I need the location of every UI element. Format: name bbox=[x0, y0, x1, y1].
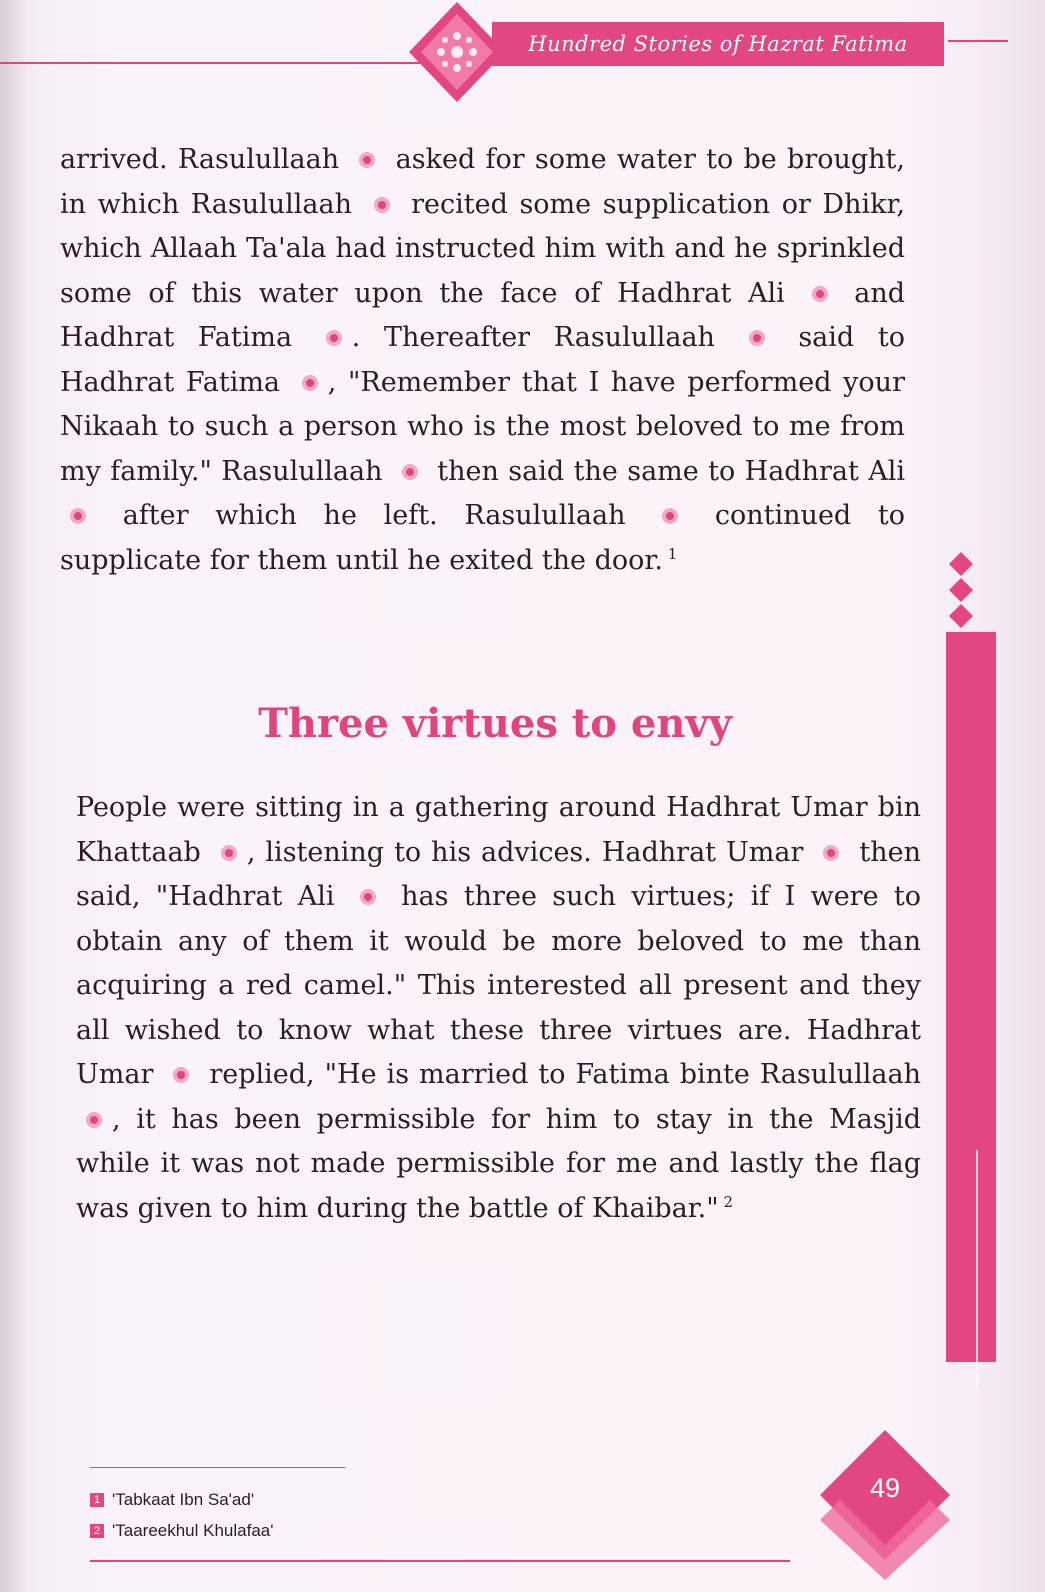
footnote-number: 1 bbox=[90, 1493, 104, 1507]
footnote-item bbox=[90, 1515, 274, 1546]
passage-1-text-segment: , "Remember that I have performed your Nikaah to such a person who is the most beloved to me from my family." Rasulullaah bbox=[60, 366, 905, 487]
header-rule-left bbox=[0, 62, 420, 64]
diamond-stack-icon bbox=[947, 552, 975, 632]
passage-2-text-segment: then said, "Hadhrat Ali bbox=[76, 836, 921, 912]
passage-1-text-segment: arrived. Rasulullaah bbox=[60, 144, 350, 175]
footnote-rule bbox=[90, 1467, 345, 1468]
page-number: 49 bbox=[869, 1473, 901, 1503]
honorific-rosette-icon bbox=[400, 462, 420, 482]
passage-2-text-segment: , listening to his advices. Hadhrat Umar bbox=[246, 836, 814, 868]
side-decorative-bar bbox=[946, 632, 996, 1362]
section-heading: Three virtues to envy bbox=[258, 700, 732, 747]
passage-1-paragraph bbox=[60, 138, 905, 583]
honorific-rosette-icon bbox=[358, 887, 378, 907]
page-number-diamond bbox=[800, 1430, 970, 1580]
book-spine-shadow bbox=[0, 0, 28, 1592]
book-title: Hundred Stories of Hazrat Fatima bbox=[528, 32, 908, 56]
footnote-reference: 1 bbox=[662, 544, 678, 563]
honorific-rosette-icon bbox=[372, 195, 392, 215]
passage-continued bbox=[60, 138, 905, 583]
passage-2-text-segment: People were sitting in a gathering around Hadhrat Umar bin Khattaab bbox=[76, 792, 921, 868]
footnotes bbox=[90, 1484, 274, 1546]
honorific-rosette-icon bbox=[68, 506, 88, 526]
footnote-text: 'Taareekhul Khulafaa' bbox=[112, 1520, 274, 1540]
passage-1-text-segment: recited some supplication or Dhikr, which Allaah Ta'ala had instructed him with and he sprinkled some of this water upon the face of Hadhrat Ali bbox=[60, 188, 905, 309]
header-rule-right bbox=[948, 40, 1008, 42]
honorific-rosette-icon bbox=[84, 1110, 104, 1130]
passage-1-text-segment: said to Hadhrat Fatima bbox=[60, 322, 905, 398]
passage-1-text-segment: and Hadhrat Fatima bbox=[60, 277, 906, 353]
passage-2-text-segment: , it has been permissible for him to stay in the Masjid while it was not made permissible for me and lastly the flag was given to him during the battle of Khaibar." bbox=[76, 1103, 921, 1224]
footnote-reference: 2 bbox=[718, 1192, 733, 1211]
honorific-rosette-icon bbox=[171, 1065, 191, 1085]
running-header bbox=[492, 22, 944, 66]
side-bar-highlight bbox=[976, 1150, 978, 1390]
passage-1-text-segment: after which he left. Rasulullaah bbox=[96, 500, 653, 531]
passage-1-text-segment: asked for some water to be brought, in which Rasulullaah bbox=[60, 144, 905, 220]
footnote-item bbox=[90, 1484, 274, 1515]
honorific-rosette-icon bbox=[810, 284, 830, 304]
honorific-rosette-icon bbox=[821, 843, 841, 863]
footnote-number: 2 bbox=[90, 1524, 104, 1538]
passage-2-text-segment: replied, "He is married to Fatima binte Rasulullaah bbox=[199, 1059, 921, 1090]
honorific-rosette-icon bbox=[747, 328, 767, 348]
passage-three-virtues bbox=[76, 786, 921, 1231]
honorific-rosette-icon bbox=[324, 328, 344, 348]
passage-2-paragraph bbox=[76, 786, 921, 1231]
honorific-rosette-icon bbox=[660, 506, 680, 526]
bottom-rule bbox=[90, 1560, 790, 1562]
passage-2-text-segment: has three such virtues; if I were to obtain any of them it would be more beloved to me than acquiring a red camel." This interested all present and they all wished to know what these three virtues are. Hadhrat Umar bbox=[76, 881, 922, 1090]
honorific-rosette-icon bbox=[219, 843, 239, 863]
footnote-text: 'Tabkaat Ibn Sa'ad' bbox=[112, 1489, 255, 1509]
passage-1-text-segment: continued to supplicate for them until he exited the door. bbox=[60, 500, 906, 576]
honorific-rosette-icon bbox=[357, 150, 377, 170]
passage-1-text-segment: then said the same to Hadhrat Ali bbox=[427, 455, 906, 487]
passage-1-text-segment: . Thereafter Rasulullaah bbox=[351, 322, 739, 353]
honorific-rosette-icon bbox=[300, 373, 320, 393]
